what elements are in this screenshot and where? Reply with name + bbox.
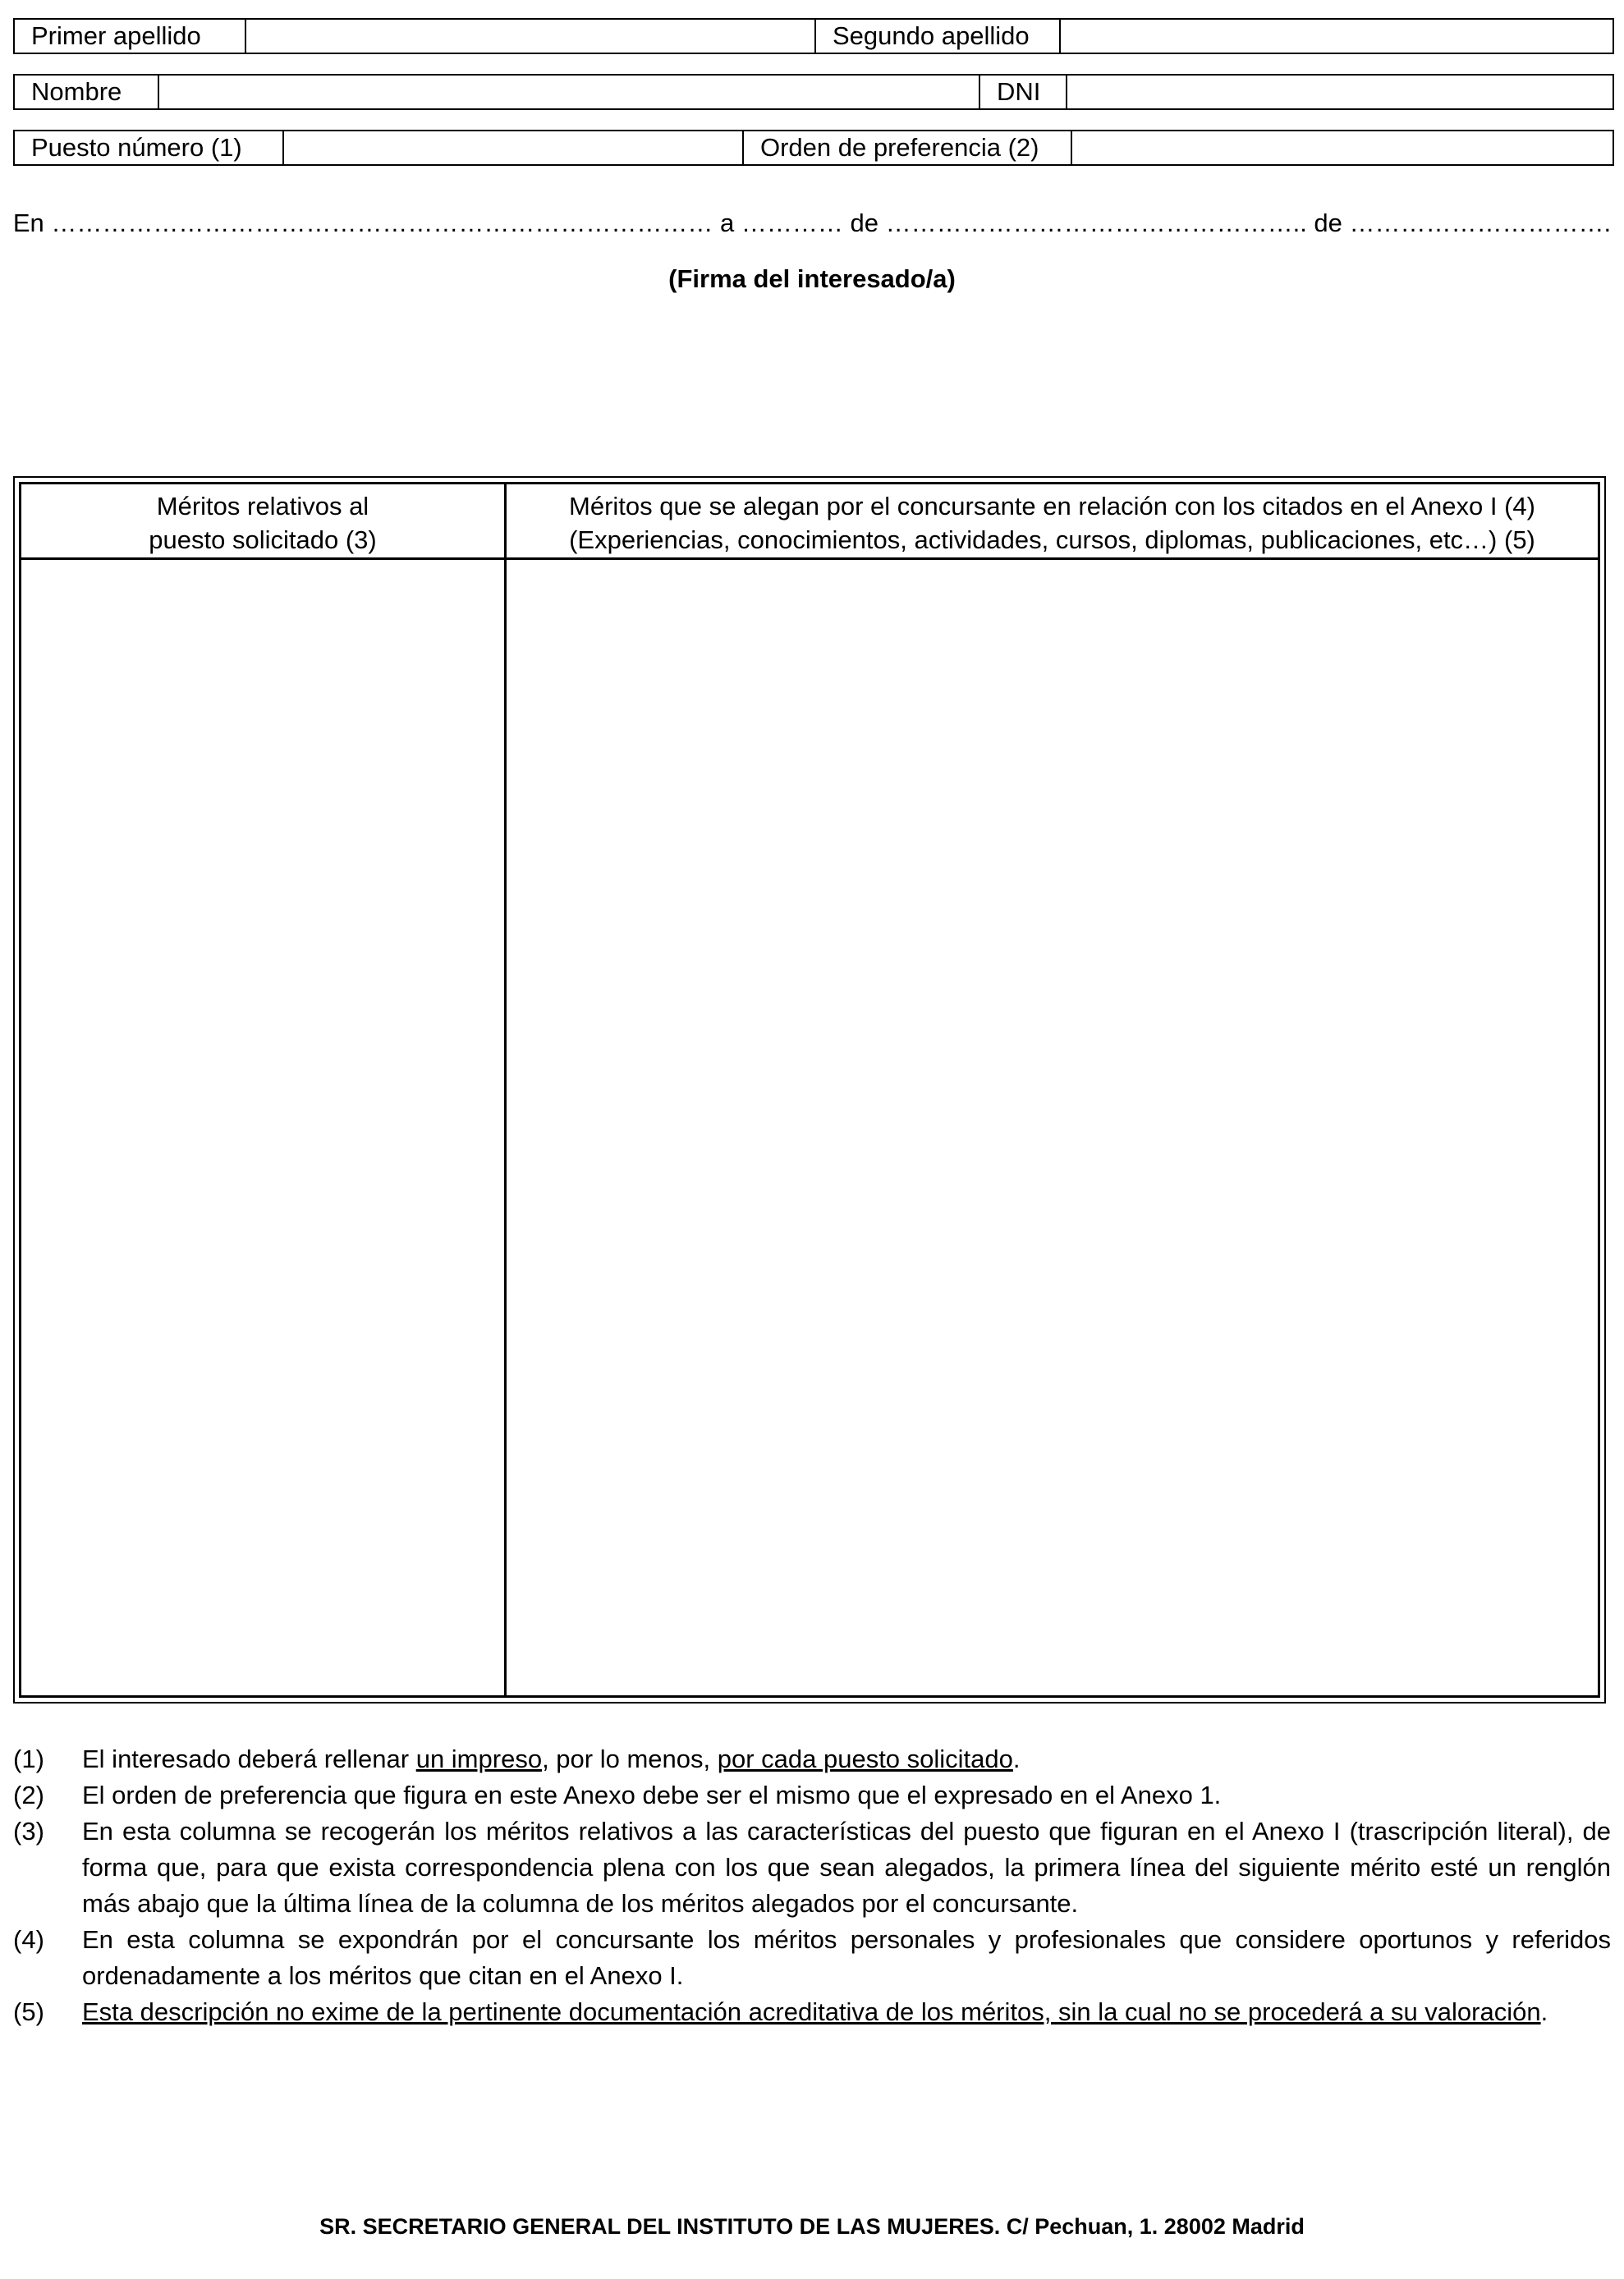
- footnote-number: (2): [13, 1781, 44, 1809]
- footnote-number: (5): [13, 1997, 44, 2026]
- footnote-4: [13, 1922, 1611, 1994]
- footnote-text: En esta columna se expondrán por el concursante los méritos personales y profesionales que considere oportunos y referidos ordenadamente a los méritos que citan en el Anexo I.: [82, 1925, 1611, 1990]
- meritos-table: [13, 476, 1606, 1704]
- primer-apellido-field[interactable]: [246, 20, 816, 53]
- puesto-numero-field[interactable]: [284, 131, 744, 164]
- signature-label: (Firma del interesado/a): [668, 264, 956, 293]
- footnote-text-part: , por lo menos,: [542, 1745, 718, 1773]
- col-meritos-relativos-header: [21, 484, 507, 560]
- meritos-relativos-cell[interactable]: [21, 560, 507, 1695]
- dni-label: DNI: [980, 76, 1067, 108]
- footnote-2: [13, 1777, 1611, 1814]
- primer-apellido-label: Primer apellido: [15, 20, 246, 53]
- segundo-apellido-field[interactable]: [1061, 20, 1613, 53]
- footnote-number: (4): [13, 1925, 44, 1954]
- dni-field[interactable]: [1067, 76, 1613, 108]
- footnote-3: [13, 1814, 1611, 1922]
- col-meritos-alegados-header: [507, 484, 1598, 560]
- footnote-underlined-part: un impreso: [415, 1745, 543, 1773]
- footnote-text: El orden de preferencia que figura en este Anexo debe ser el mismo que el expresado en el Anexo 1.: [82, 1781, 1222, 1809]
- footnote-underlined-part: Esta descripción no exime de la pertinente documentación acreditativa de los méritos, sin la cual no se procederá a su valoración: [82, 1997, 1541, 2026]
- date-line: En …………………………………………………………………… a ………… de ………………………………………….. de ………………………….: [12, 209, 1612, 237]
- footnote-text-part: El interesado deberá rellenar: [82, 1745, 416, 1773]
- footnote-1: [13, 1741, 1611, 1777]
- nombre-field[interactable]: [159, 76, 980, 108]
- footnote-underlined-part: por cada puesto solicitado: [717, 1745, 1013, 1773]
- col1-header-line1: Méritos relativos al: [156, 492, 369, 520]
- footnote-text: [82, 1741, 1611, 1777]
- header-row-nombre: [13, 74, 1614, 110]
- col2-header-line2: (Experiencias, conocimientos, actividades, cursos, diplomas, publicaciones, etc…) (5): [569, 525, 1535, 554]
- nombre-label: Nombre: [15, 76, 159, 108]
- orden-preferencia-field[interactable]: [1072, 131, 1613, 164]
- footer-address: SR. SECRETARIO GENERAL DEL INSTITUTO DE LAS MUJERES. C/ Pechuan, 1. 28002 Madrid: [319, 2214, 1305, 2239]
- meritos-alegados-cell[interactable]: [507, 560, 1598, 1695]
- footnote-number: (3): [13, 1817, 44, 1846]
- footnote-number: (1): [13, 1745, 44, 1773]
- col1-header-line2: puesto solicitado (3): [149, 525, 377, 554]
- header-row-puesto: [13, 130, 1614, 166]
- footnote-text: En esta columna se recogerán los méritos relativos a las características del puesto que figuran en el Anexo I (trascripción literal), de forma que, para que exista correspondencia plena con los que sean alegados, la primera línea del siguiente mérito esté un renglón más abajo que la última línea de la columna de los méritos alegados por el concursante.: [82, 1817, 1611, 1918]
- col2-header-line1: Méritos que se alegan por el concursante en relación con los citados en el Anexo I (4): [569, 492, 1535, 520]
- footnote-text-part: .: [1540, 1997, 1548, 2026]
- footnote-text-part: .: [1012, 1745, 1021, 1773]
- header-row-apellidos: [13, 18, 1614, 54]
- puesto-numero-label: Puesto número (1): [15, 131, 284, 164]
- segundo-apellido-label: Segundo apellido: [816, 20, 1061, 53]
- footnotes: [13, 1741, 1611, 2030]
- footnote-5: [13, 1994, 1611, 2030]
- footnote-text: [82, 1994, 1611, 2030]
- orden-preferencia-label: Orden de preferencia (2): [744, 131, 1072, 164]
